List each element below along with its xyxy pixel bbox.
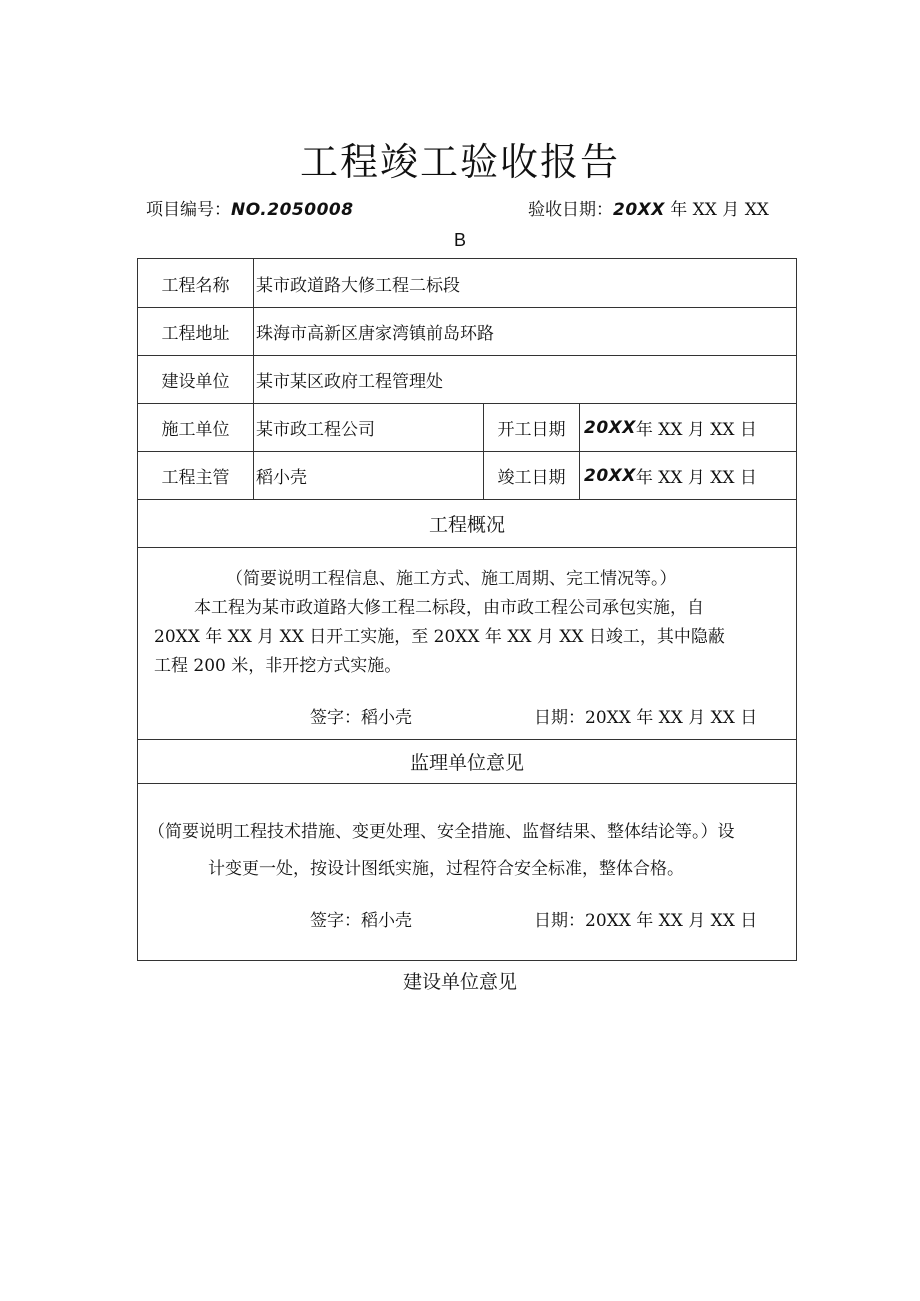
overview-signature: 签字：稻小壳 bbox=[310, 708, 412, 728]
overview-line-1: 本工程为某市政道路大修工程二标段，由市政工程公司承包实施，自 bbox=[194, 598, 704, 618]
overview-hint: （简要说明工程信息、施工方式、施工周期、完工情况等。） bbox=[226, 569, 677, 589]
start-date-rest: 年 XX 月 XX 日 bbox=[635, 420, 757, 440]
start-date-label: 开工日期 bbox=[484, 404, 580, 451]
project-number-label: 项目编号： bbox=[146, 200, 231, 220]
manager-value: 稻小壳 bbox=[254, 452, 484, 499]
acceptance-date-rest: 年 XX 月 XX bbox=[664, 200, 769, 220]
end-date-value bbox=[580, 452, 796, 499]
end-date-year: 20XX bbox=[584, 465, 636, 486]
row-builder bbox=[138, 404, 796, 452]
acceptance-date-continuation: B bbox=[453, 230, 466, 250]
supervision-signature: 签字：稻小壳 bbox=[310, 911, 412, 931]
supervision-line-1: （简要说明工程技术措施、变更处理、安全措施、监督结果、整体结论等。）设 bbox=[148, 822, 735, 842]
end-date-label: 竣工日期 bbox=[484, 452, 580, 499]
owner-value: 某市某区政府工程管理处 bbox=[256, 372, 443, 392]
acceptance-date-label: 验收日期： bbox=[528, 200, 613, 220]
project-number-value: NO.2050008 bbox=[231, 200, 354, 220]
supervision-heading: 监理单位意见 bbox=[138, 740, 796, 784]
builder-value: 某市政工程公司 bbox=[254, 404, 484, 451]
row-owner bbox=[138, 356, 796, 404]
project-address-value: 珠海市高新区唐家湾镇前岛环路 bbox=[256, 324, 494, 344]
end-date-rest: 年 XX 月 XX 日 bbox=[635, 468, 757, 488]
supervision-date: 日期：20XX 年 XX 月 XX 日 bbox=[534, 911, 758, 931]
acceptance-date bbox=[528, 198, 769, 222]
document-title: 工程竣工验收报告 bbox=[299, 140, 620, 184]
overview-line-3: 工程 200 米，非开挖方式实施。 bbox=[154, 656, 402, 676]
acceptance-date-year: 20XX bbox=[613, 200, 665, 220]
project-number bbox=[146, 198, 354, 222]
project-name-label: 工程名称 bbox=[138, 259, 254, 307]
start-date-year: 20XX bbox=[584, 417, 636, 438]
overview-date: 日期：20XX 年 XX 月 XX 日 bbox=[534, 708, 758, 728]
row-project-address bbox=[138, 308, 796, 356]
row-manager bbox=[138, 452, 796, 500]
supervision-block bbox=[138, 784, 796, 960]
owner-opinion-heading: 建设单位意见 bbox=[402, 972, 517, 993]
start-date-value bbox=[580, 404, 796, 451]
overview-line-2: 20XX 年 XX 月 XX 日开工实施，至 20XX 年 XX 月 XX 日竣工，其中隐蔽 bbox=[154, 627, 725, 647]
manager-label: 工程主管 bbox=[138, 452, 254, 499]
overview-block bbox=[138, 548, 796, 740]
project-address-label: 工程地址 bbox=[138, 308, 254, 355]
supervision-line-2: 计变更一处，按设计图纸实施，过程符合安全标准，整体合格。 bbox=[208, 859, 684, 879]
builder-label: 施工单位 bbox=[138, 404, 254, 451]
row-project-name bbox=[138, 259, 796, 308]
overview-heading: 工程概况 bbox=[138, 500, 796, 548]
project-name-value: 某市政道路大修工程二标段 bbox=[256, 275, 460, 296]
report-table bbox=[137, 258, 797, 961]
owner-label: 建设单位 bbox=[138, 356, 254, 403]
